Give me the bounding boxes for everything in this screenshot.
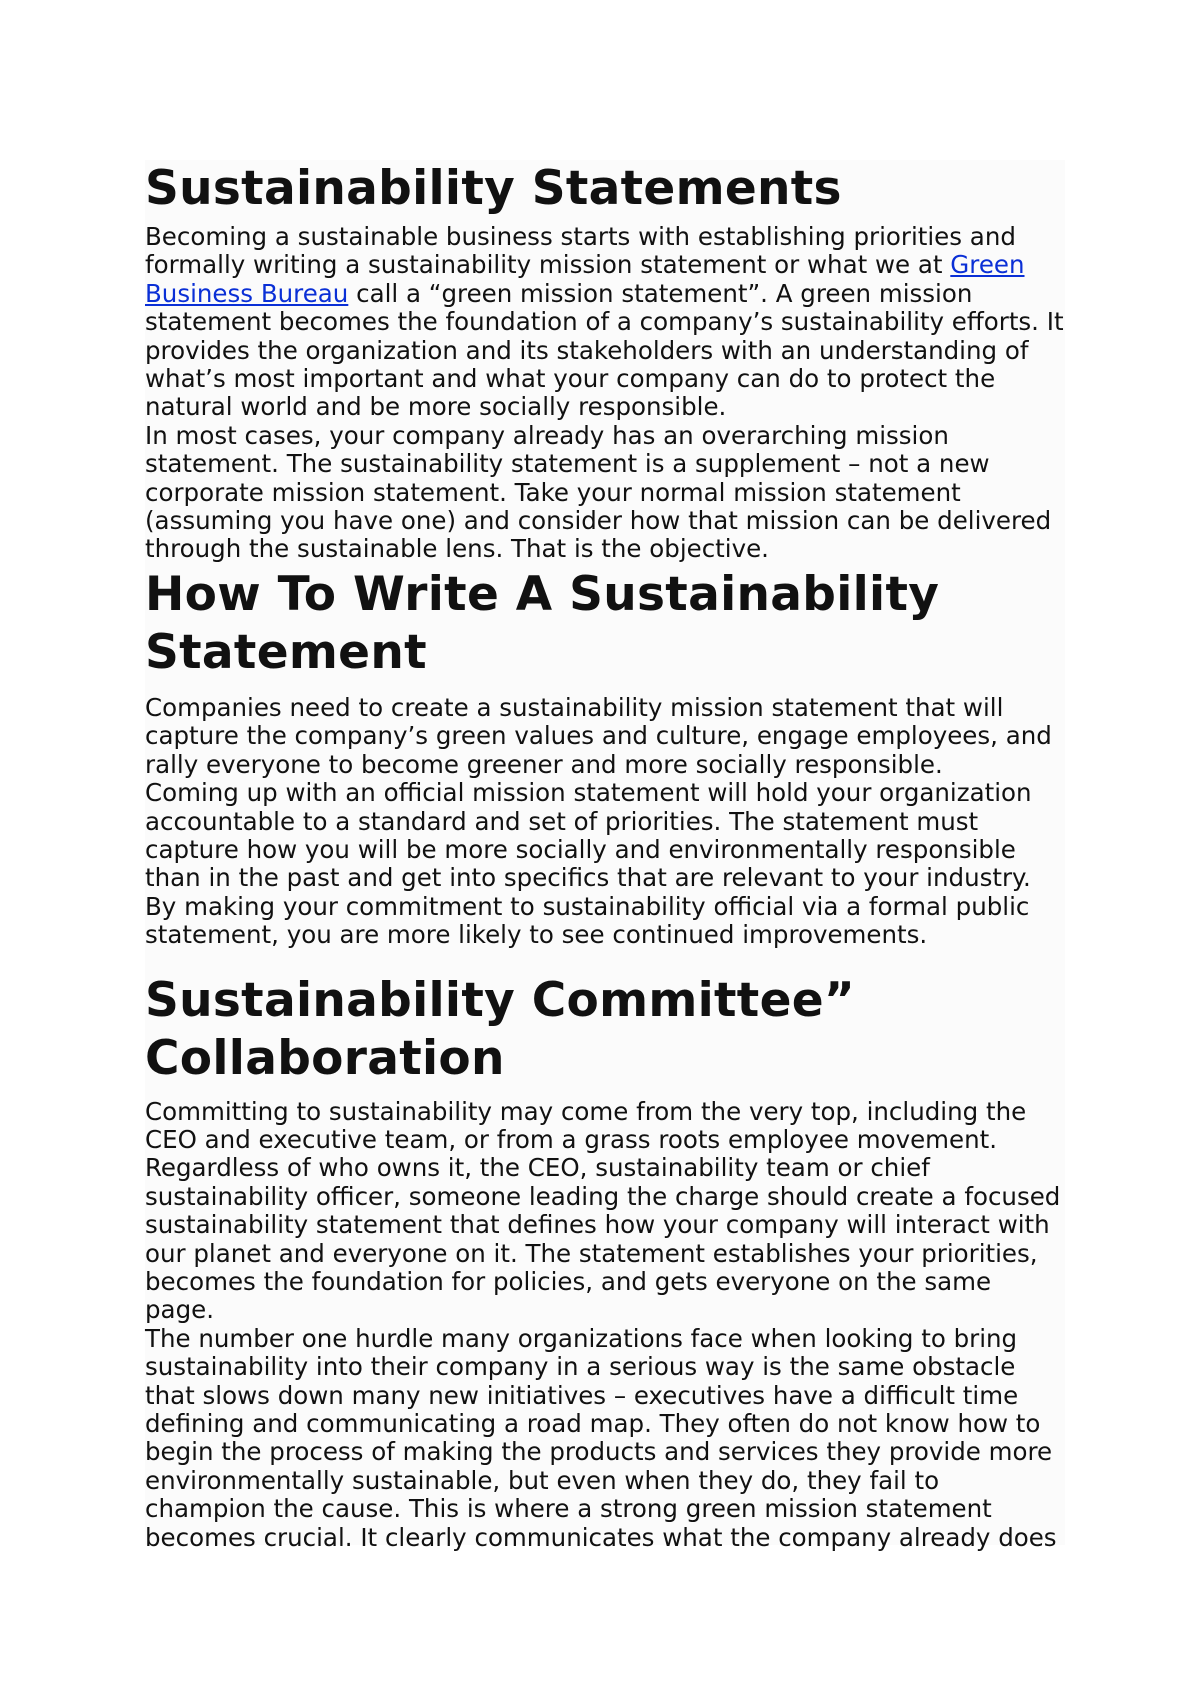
paragraph-hurdle: The number one hurdle many organizations face when looking to bring sustainability into their company in a serious way is the same obstacle that slows down many new initiatives – executives have a difficult time defining and communicating a road map. They often do not know how to begin the process of making the products and services they provide more environmentally sustainable, but even when they do, they fail to champion the cause. This is where a strong green mission statement becomes crucial. It clearly communicates what the company already does <box>145 1323 1057 1552</box>
paragraph-overarching-mission: In most cases, your company already has an overarching mission statement. The sustainability statement is a supplement – not a new corporate mission statement. Take your normal mission statement (assuming you have one) and consider how that mission can be delivered through the sustainable lens. That is the objective. <box>145 420 1052 564</box>
section-heading-committee-collaboration: Sustainability Committee” Collaboration <box>145 972 856 1086</box>
paragraph-official-statement: Coming up with an official mission statement will hold your organization accountable to a standard and set of priorities. The statement must capture how you will be more socially and environmentally responsible than in the past and get into specifics that are relevant to your industry. By making your commitment to sustainability official via a formal public statement, you are more likely to see continued improvements. <box>145 778 1032 950</box>
green-business-bureau-link[interactable]: Green Business Bureau <box>145 250 1025 308</box>
document-page <box>145 160 1065 1552</box>
paragraph-text: call a “green mission statement”. A green mission statement becomes the foundation of a company’s sustainability efforts. It provides the organization and its stakeholders with an understanding of what’s most important and what your company can do to protect the natural world and be more socially responsible. <box>145 278 1064 422</box>
paragraph-text: Becoming a sustainable business starts with establishing priorities and formally writing a sustainability mission statement or what we at <box>145 222 1016 280</box>
section-heading-sustainability-statements: Sustainability Statements <box>145 161 842 216</box>
paragraph-committing: Committing to sustainability may come from the very top, including the CEO and executive team, or from a grass roots employee movement. Regardless of who owns it, the CEO, sustainability team or chief sustainability officer, someone leading the charge should create a focused sustainability statement that defines how your company will interact with our planet and everyone on it. The statement establishes your priorities, becomes the foundation for policies, and gets everyone on the same page. <box>145 1096 1061 1325</box>
paragraph-intro <box>145 223 1065 422</box>
section-heading-how-to-write: How To Write A Sustainability Statement <box>145 566 940 680</box>
paragraph-companies-need: Companies need to create a sustainability mission statement that will capture the company’s green values and culture, engage employees, and rally everyone to become greener and more socially responsible. <box>145 692 1052 779</box>
